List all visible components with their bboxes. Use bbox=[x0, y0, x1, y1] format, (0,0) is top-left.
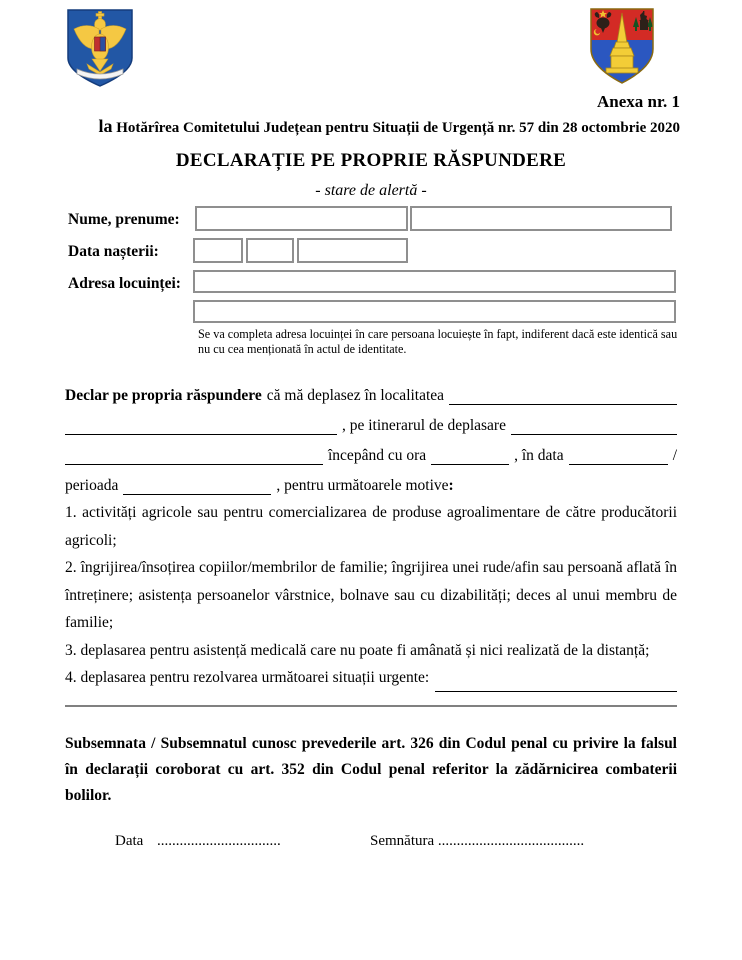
motive-item-3: 3. deplasarea pentru asistență medicală care nu poate fi amânată și nici realizată de la distanță; bbox=[65, 641, 650, 659]
address-input-box-1[interactable] bbox=[193, 270, 676, 293]
decision-reference bbox=[62, 114, 680, 141]
date-text: , în data bbox=[514, 447, 564, 464]
decision-text: Hotărîrea Comitetului Județean pentru Situații de Urgență nr. 57 din 28 octombrie 2020 bbox=[116, 120, 680, 136]
period-text: perioada bbox=[65, 477, 119, 494]
declaration-line-4 bbox=[65, 468, 677, 498]
urgent-situation-blank-line-2 bbox=[65, 697, 677, 707]
declaration-line-1 bbox=[65, 378, 677, 408]
header-block bbox=[62, 90, 680, 141]
motives-list bbox=[65, 499, 677, 707]
hour-blank-line bbox=[431, 462, 509, 465]
itinerary-text: , pe itinerarul de deplasare bbox=[342, 417, 506, 434]
address-note: Se va completa adresa locuinței în care persoana locuiește în fapt, indiferent dacă este identică sau nu cu cea menționată în actul de identitate. bbox=[198, 327, 678, 356]
locality-blank-line bbox=[449, 402, 677, 405]
romania-coat-of-arms-icon bbox=[65, 8, 135, 88]
motive-item-4-text: 4. deplasarea pentru rezolvarea următoarei situații urgente: bbox=[65, 669, 430, 686]
birth-month-input-box[interactable] bbox=[246, 238, 294, 263]
birth-day-input-box[interactable] bbox=[193, 238, 243, 263]
motive-item-1: 1. activități agricole sau pentru comercializarea de produse agroalimentare de către producătorii agricoli; bbox=[65, 504, 677, 549]
motive-item-2: 2. îngrijirea/însoțirea copiilor/membrilor de familie; îngrijirea unei rude/afin sau persoană aflată în întreținere; asistența persoanelor vârstnice, bolnave sau cu dizabilități; deces al unui membru de familie; bbox=[65, 559, 677, 631]
decision-la: la bbox=[98, 116, 113, 136]
declaration-paragraph bbox=[65, 378, 677, 498]
urgent-situation-blank-line bbox=[435, 689, 677, 692]
address-input-box-2[interactable] bbox=[193, 300, 676, 323]
start-hour-text: începând cu ora bbox=[328, 447, 427, 464]
date-dotted-line: ................................. bbox=[157, 833, 281, 849]
signature-block bbox=[370, 833, 584, 850]
name-label: Nume, prenume: bbox=[68, 211, 180, 228]
declaration-lead-bold: Declar pe propria răspundere bbox=[65, 387, 262, 404]
locality-blank-line-2 bbox=[65, 432, 337, 435]
county-coat-of-arms-icon bbox=[588, 6, 656, 86]
birth-date-label: Data nașterii: bbox=[68, 243, 159, 260]
signature-label: Semnătura bbox=[370, 833, 435, 849]
document-subtitle: - stare de alertă - bbox=[315, 182, 427, 199]
birth-year-input-box[interactable] bbox=[297, 238, 408, 263]
motives-intro: , pentru următoarele motive: bbox=[276, 477, 454, 494]
date-blank-line bbox=[569, 462, 668, 465]
date-label: Data bbox=[115, 833, 144, 849]
declaration-line-3 bbox=[65, 438, 677, 468]
declaration-line-2 bbox=[65, 408, 677, 438]
last-name-input-box[interactable] bbox=[195, 206, 408, 231]
annex-number: Anexa nr. 1 bbox=[597, 92, 680, 111]
declaration-lead-rest: că mă deplasez în localitatea bbox=[266, 387, 445, 404]
motive-item-4 bbox=[65, 664, 677, 696]
document-title: DECLARAȚIE PE PROPRIE RĂSPUNDERE bbox=[175, 150, 567, 171]
itinerary-blank-line bbox=[511, 432, 677, 435]
legal-statement: Subsemnata / Subsemnatul cunosc prevederile art. 326 din Codul penal cu privire la falsul în declarații coroborat cu art. 352 din Codul penal referitor la zădărnicirea combaterii bolilor. bbox=[65, 735, 677, 804]
first-name-input-box[interactable] bbox=[410, 206, 672, 231]
itinerary-blank-line-2 bbox=[65, 462, 323, 465]
signature-dotted-line: ....................................... bbox=[437, 833, 585, 849]
address-label: Adresa locuinței: bbox=[68, 275, 181, 292]
slash-separator: / bbox=[672, 447, 677, 464]
period-blank-line bbox=[123, 492, 271, 495]
